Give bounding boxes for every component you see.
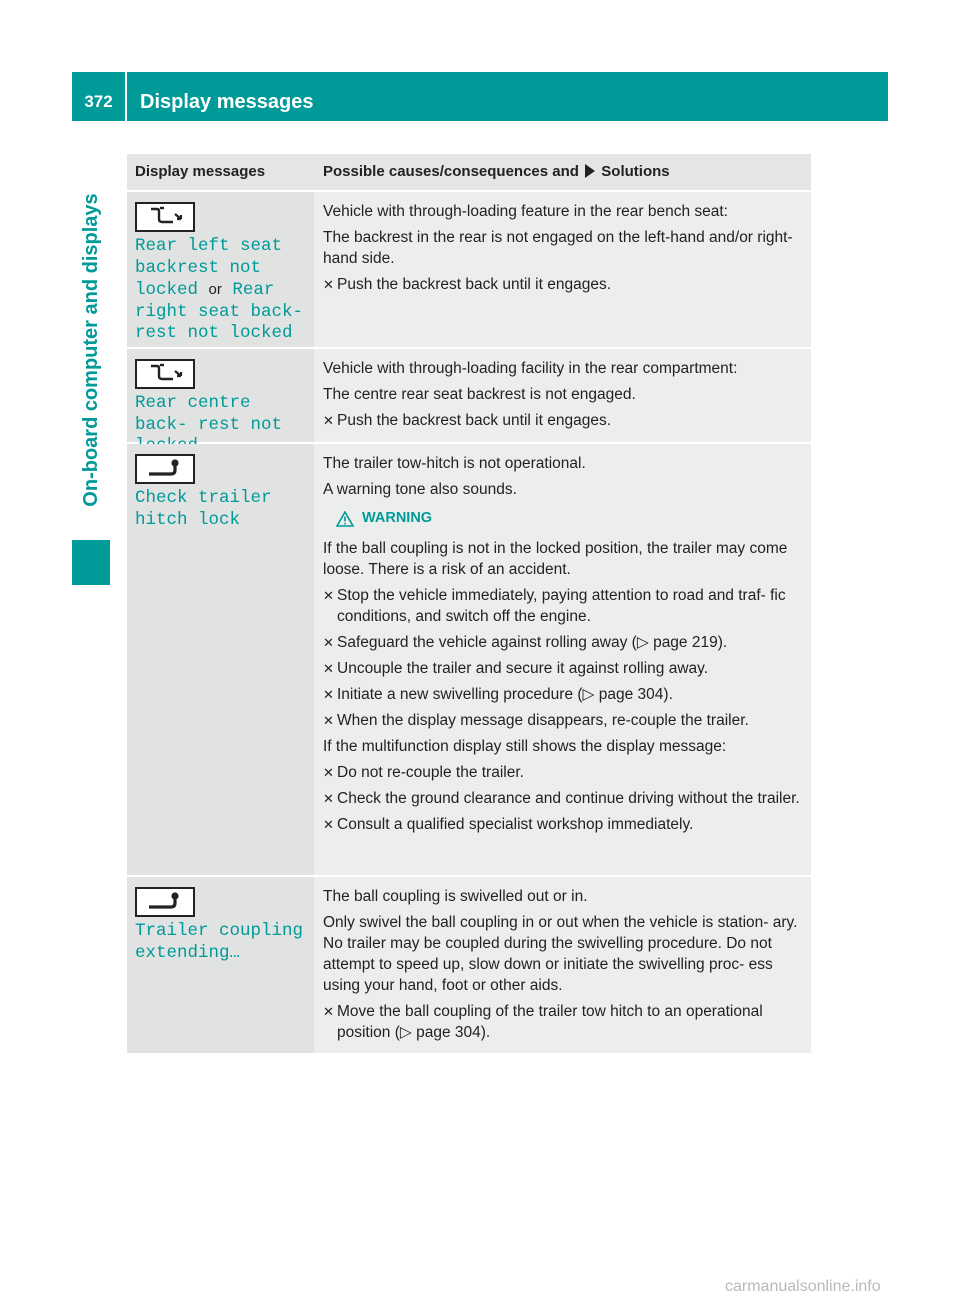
- list-item: [323, 684, 802, 705]
- list-item: [323, 710, 802, 731]
- paragraph: Only swivel the ball coupling in or out when the vehicle is station- ary. No trailer may be coupled during the swivelling procedure. Do not attempt to speed up, slow down or initiate the swivelling proc- ess using your hand, foot or other aids.: [323, 914, 798, 994]
- solution-arrow-icon: [585, 164, 595, 178]
- list-item: [323, 410, 802, 431]
- col-header-solutions-text: Solutions: [601, 163, 670, 180]
- list-item-text: Do not re-couple the trailer.: [337, 764, 524, 781]
- list-item-text: When the display message disappears, re-couple the trailer.: [337, 712, 749, 729]
- bullet-x-icon: ✕: [323, 791, 334, 806]
- paragraph: The backrest in the rear is not engaged on the left-hand and/or right-hand side.: [323, 229, 793, 267]
- list-item: [323, 1001, 802, 1043]
- list-item: [323, 762, 802, 783]
- paragraph: The ball coupling is swivelled out or in.: [323, 888, 588, 905]
- col-header-causes-solutions: [314, 154, 811, 190]
- list-item-text: Push the backrest back until it engages.: [337, 276, 611, 293]
- list-item: [323, 274, 802, 295]
- page-number: 372: [84, 92, 113, 111]
- paragraph: A warning tone also sounds.: [323, 481, 517, 498]
- list-item-text: Check the ground clearance and continue driving without the trailer.: [337, 790, 800, 807]
- message-check-trailer-hitch: Check trailer hitch lock: [135, 488, 272, 530]
- message-rear-right-seat: Rear right seat back- rest not locked: [135, 280, 304, 343]
- display-message-cell: [127, 349, 314, 442]
- message-rear-centre: Rear centre back- rest not: [135, 393, 283, 435]
- display-message-cell: [127, 192, 314, 347]
- footer-watermark: carmanualsonline.info: [725, 1278, 881, 1295]
- list-item: [323, 814, 802, 835]
- bullet-x-icon: ✕: [323, 1004, 334, 1019]
- list-item-text: Move the ball coupling of the trailer tow hitch to an operational position (▷ page 304).: [337, 1003, 763, 1041]
- message-rear-left-seat: Rear left seat backrest not locked: [135, 236, 283, 300]
- bullet-x-icon: ✕: [323, 817, 334, 832]
- bullet-x-icon: ✕: [323, 413, 334, 428]
- warning-text: If the ball coupling is not in the locked position, the trailer may come loose. There is a risk of an accident.: [323, 540, 788, 578]
- list-item: [323, 585, 802, 627]
- solutions-cell: [314, 877, 811, 1053]
- warning-label: WARNING: [362, 510, 433, 526]
- seat-backrest-icon: [135, 359, 195, 389]
- table-row: [127, 442, 811, 875]
- paragraph: The trailer tow-hitch is not operational.: [323, 455, 586, 472]
- paragraph: If the multifunction display still shows the display message:: [323, 738, 727, 755]
- display-messages-table: [127, 154, 811, 1053]
- col-header-display-messages: Display messages: [135, 163, 266, 180]
- seat-backrest-icon: [135, 202, 195, 232]
- list-item-text: Consult a qualified specialist workshop immediately.: [337, 816, 694, 833]
- page-title: Display messages: [140, 91, 314, 113]
- header-divider: [125, 72, 127, 121]
- warning-heading: [336, 508, 802, 529]
- table-row: [127, 875, 811, 1053]
- paragraph: The centre rear seat backrest is not engaged.: [323, 386, 636, 403]
- paragraph: Vehicle with through-loading facility in the rear compartment:: [323, 360, 738, 377]
- table-row: [127, 190, 811, 347]
- bullet-x-icon: ✕: [323, 588, 334, 603]
- paragraph: Vehicle with through-loading feature in the rear bench seat:: [323, 203, 728, 220]
- warning-triangle-icon: [336, 511, 354, 527]
- bullet-x-icon: ✕: [323, 713, 334, 728]
- list-item: [323, 658, 802, 679]
- col-header-causes-text: Possible causes/consequences and: [323, 163, 579, 180]
- solutions-cell: [314, 349, 811, 442]
- list-item: [323, 788, 802, 809]
- display-message-cell: [127, 444, 314, 875]
- bullet-x-icon: ✕: [323, 277, 334, 292]
- bullet-x-icon: ✕: [323, 687, 334, 702]
- list-item-text: Initiate a new swivelling procedure (▷ page 304).: [337, 686, 673, 703]
- list-item-text: Uncouple the trailer and secure it against rolling away.: [337, 660, 709, 677]
- side-tab-label: On-board computer and displays: [80, 193, 102, 507]
- list-item-text: Push the backrest back until it engages.: [337, 412, 611, 429]
- display-message-cell: [127, 877, 314, 1053]
- bullet-x-icon: ✕: [323, 635, 334, 650]
- trailer-hitch-icon: [135, 454, 195, 484]
- trailer-hitch-icon: [135, 887, 195, 917]
- message-trailer-coupling-extending: Trailer coupling extending…: [135, 921, 304, 963]
- list-item-text: Stop the vehicle immediately, paying attention to road and traf- fic conditions, and switch off the engine.: [337, 587, 786, 625]
- side-tab-marker: [72, 540, 110, 585]
- bullet-x-icon: ✕: [323, 661, 334, 676]
- list-item: [323, 632, 802, 653]
- table-row: [127, 347, 811, 442]
- list-item-text: Safeguard the vehicle against rolling away (▷ page 219).: [337, 634, 728, 651]
- solutions-cell: [314, 444, 811, 875]
- solutions-cell: [314, 192, 811, 347]
- bullet-x-icon: ✕: [323, 765, 334, 780]
- table-header-row: [127, 154, 811, 190]
- message-connector: or: [208, 281, 222, 298]
